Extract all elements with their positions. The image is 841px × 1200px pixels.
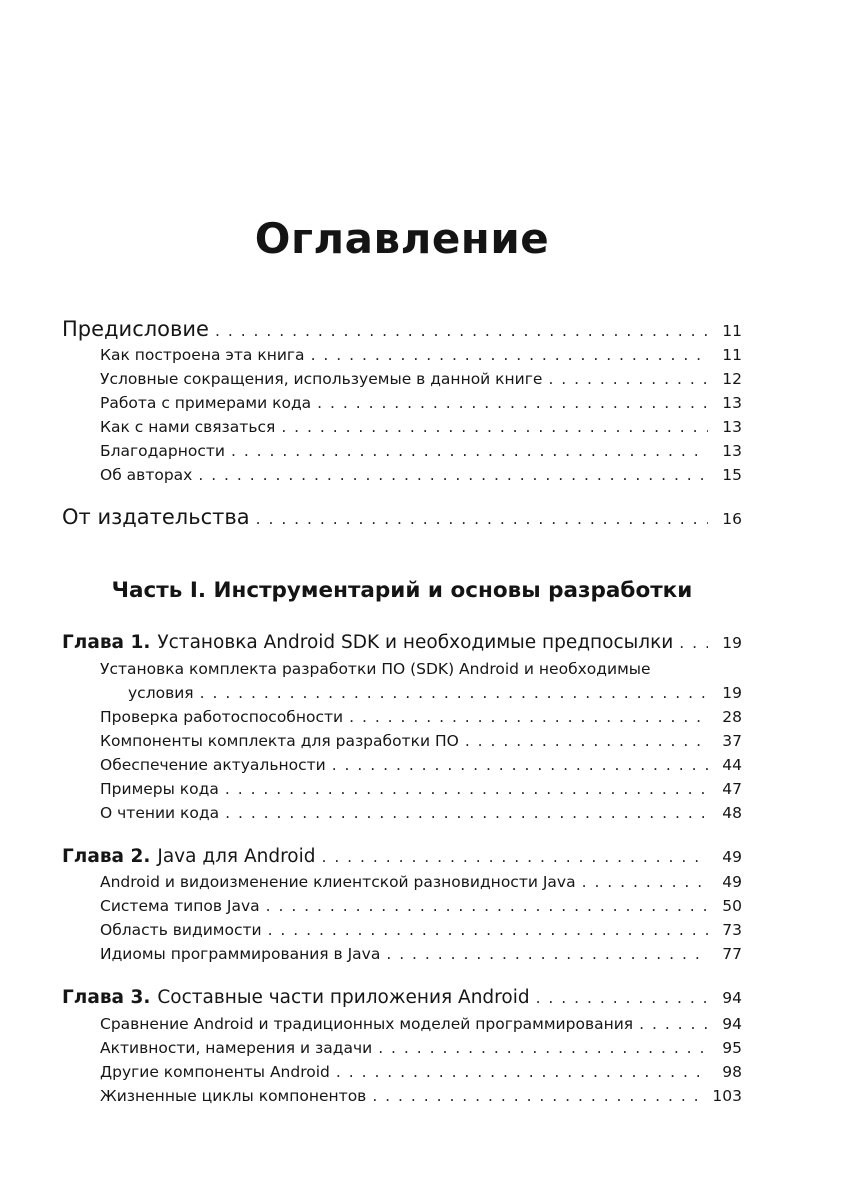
page-title: Оглавление: [254, 214, 550, 263]
toc-entry-page: 50: [722, 897, 742, 916]
toc-entry: [62, 801, 742, 825]
toc-entry: [62, 1012, 742, 1036]
dot-leader: [268, 918, 708, 942]
dot-leader: [215, 321, 708, 342]
toc-entry-label: [100, 729, 459, 753]
toc-entry-page: 13: [722, 394, 742, 413]
toc-entry-page: 15: [722, 466, 742, 485]
toc-entry-label: [100, 1012, 633, 1036]
toc-entry: [62, 984, 742, 1012]
dot-leader: [321, 846, 708, 869]
toc-entry: [62, 942, 742, 966]
toc-entry: [62, 1060, 742, 1084]
toc-entry-continuation-row: [62, 681, 742, 705]
toc-entry: [62, 729, 742, 753]
toc-entry-continuation: условия: [128, 683, 194, 702]
dot-leader: [465, 729, 708, 753]
toc-entry-text: О чтении кода: [100, 803, 220, 822]
toc-entry-text: Составные части приложения Android: [157, 987, 530, 1009]
toc-entry: [62, 439, 742, 463]
toc-entry-label: [62, 629, 673, 657]
toc-entry-page: 94: [722, 989, 742, 1008]
dot-leader: [386, 942, 708, 966]
dot-leader: [536, 987, 708, 1010]
toc-entry-text: Обеспечение актуальности: [100, 755, 326, 774]
dot-leader: [349, 705, 708, 729]
toc-entry: [62, 753, 742, 777]
toc-entry: [62, 657, 742, 705]
toc-entry-label: [100, 918, 262, 942]
toc-entry: [62, 629, 742, 657]
toc-entry-text: Работа с примерами кода: [100, 394, 312, 413]
toc-entry-page: 19: [722, 683, 742, 702]
toc-entry-text: Другие компоненты Android: [100, 1063, 330, 1082]
toc-entry-page: 13: [722, 418, 742, 437]
toc-entry-text: Android и видоизменение клиентской разновидности Java: [100, 873, 576, 892]
toc-entry-text: Благодарности: [100, 442, 225, 461]
toc-entry-text: Java для Android: [157, 845, 316, 867]
toc-entry-page: 95: [722, 1039, 742, 1058]
dot-leader: [378, 1036, 708, 1060]
toc-entry: [62, 705, 742, 729]
toc-entry: [62, 1036, 742, 1060]
dot-leader: [372, 1084, 708, 1108]
toc-entry-page: 77: [722, 945, 742, 964]
toc-entry-label: [62, 843, 315, 871]
toc-entry-label: [100, 801, 219, 825]
toc-entry-text: Примеры кода: [100, 779, 219, 798]
dot-leader: [639, 1012, 708, 1036]
toc-entry: [62, 343, 742, 367]
toc-entry: [62, 894, 742, 918]
toc-entry-page: 94: [722, 1015, 742, 1034]
dot-leader: [548, 367, 708, 391]
toc-entry: [62, 918, 742, 942]
toc-entry-text: Жизненные циклы компонентов: [100, 1087, 367, 1106]
dot-leader: [332, 753, 708, 777]
toc-entry-page: 11: [722, 322, 742, 340]
toc-entry-label: Установка комплекта разработки ПО (SDK) Android и необходимые: [100, 659, 651, 678]
dot-leader: [256, 509, 708, 530]
toc-entry-page: 44: [722, 755, 742, 774]
toc-entry-text: Условные сокращения, используемые в данной книге: [100, 370, 543, 389]
dot-leader: [336, 1060, 708, 1084]
dot-leader: [266, 894, 708, 918]
dot-leader: [311, 343, 708, 367]
toc-entry-page: 48: [722, 803, 742, 822]
toc-entry-label: [100, 463, 192, 487]
toc-entry-label: [100, 942, 380, 966]
toc-entry-page: 73: [722, 921, 742, 940]
toc-entry: [62, 415, 742, 439]
toc-entry-label: [100, 894, 260, 918]
toc-entry-label: [100, 1060, 330, 1084]
toc-entry-label: [100, 415, 275, 439]
dot-leader: [231, 439, 708, 463]
toc-entry-page: 28: [722, 707, 742, 726]
toc-list: [62, 315, 742, 1108]
toc-entry-page: 49: [722, 873, 742, 892]
toc-entry-label: [100, 439, 225, 463]
dot-leader: [317, 391, 708, 415]
toc-entry-page: 13: [722, 442, 742, 461]
toc-entry-label: [100, 705, 343, 729]
toc-entry-label: [100, 367, 542, 391]
toc-entry-text: От издательства: [62, 505, 250, 530]
toc-entry-label: [100, 777, 219, 801]
dot-leader: [200, 681, 708, 705]
dot-leader: [198, 463, 708, 487]
toc-entry-page: 47: [722, 779, 742, 798]
toc-entry-label: [62, 315, 209, 343]
toc-entry-page: 11: [722, 346, 742, 365]
toc-entry: [62, 463, 742, 487]
dot-leader: [281, 415, 708, 439]
toc-entry: [62, 843, 742, 871]
toc-entry: [62, 1084, 742, 1108]
toc-entry-text: Активности, намерения и задачи: [100, 1039, 373, 1058]
toc-entry-text: Об авторах: [100, 466, 193, 485]
toc-entry-page: 12: [722, 370, 742, 389]
toc-entry-page: 37: [722, 731, 742, 750]
toc-entry: [62, 315, 742, 343]
toc-entry-text: Установка Android SDK и необходимые предпосылки: [157, 631, 674, 653]
toc-entry-page: 49: [722, 847, 742, 866]
toc-entry-label: [62, 503, 250, 531]
dot-leader: [225, 777, 708, 801]
toc-entry-label: [100, 343, 305, 367]
toc-entry-text: Система типов Java: [100, 897, 260, 916]
toc-entry-label: [100, 870, 576, 894]
dot-leader: [679, 632, 708, 655]
toc-entry-label: [100, 391, 311, 415]
toc-entry-text: Идиомы программирования в Java: [100, 945, 381, 964]
toc-entry-page: 103: [712, 1087, 742, 1106]
toc-entry-text: Проверка работоспособности: [100, 707, 344, 726]
part-heading: Часть I. Инструментарий и основы разработки: [111, 577, 693, 603]
toc-entry-text: Область видимости: [100, 921, 262, 940]
toc-entry-text: Как построена эта книга: [100, 346, 305, 365]
toc-entry-page: 16: [722, 510, 742, 529]
toc-entry-text: Как с нами связаться: [100, 418, 276, 437]
toc-entry-text: Предисловие: [62, 317, 209, 341]
toc-entry-page: 98: [722, 1063, 742, 1082]
toc-entry-text: Сравнение Android и традиционных моделей программирования: [100, 1015, 634, 1034]
toc-entry: [62, 367, 742, 391]
toc-entry: [62, 391, 742, 415]
dot-leader: [582, 870, 708, 894]
toc-entry-label: [100, 1036, 372, 1060]
toc-entry-label: [100, 1084, 366, 1108]
toc-entry-text: Компоненты комплекта для разработки ПО: [100, 731, 459, 750]
toc-entry: [62, 777, 742, 801]
toc-entry-page: 19: [722, 633, 742, 652]
toc-entry-prefix: Глава 3.: [62, 987, 151, 1009]
toc-entry: [62, 870, 742, 894]
toc-entry-prefix: Глава 2.: [62, 845, 151, 867]
toc-entry-label: [100, 753, 326, 777]
toc-entry-prefix: Глава 1.: [62, 631, 151, 653]
dot-leader: [225, 801, 708, 825]
toc-entry: [62, 503, 742, 531]
toc-entry-label: [62, 984, 530, 1012]
